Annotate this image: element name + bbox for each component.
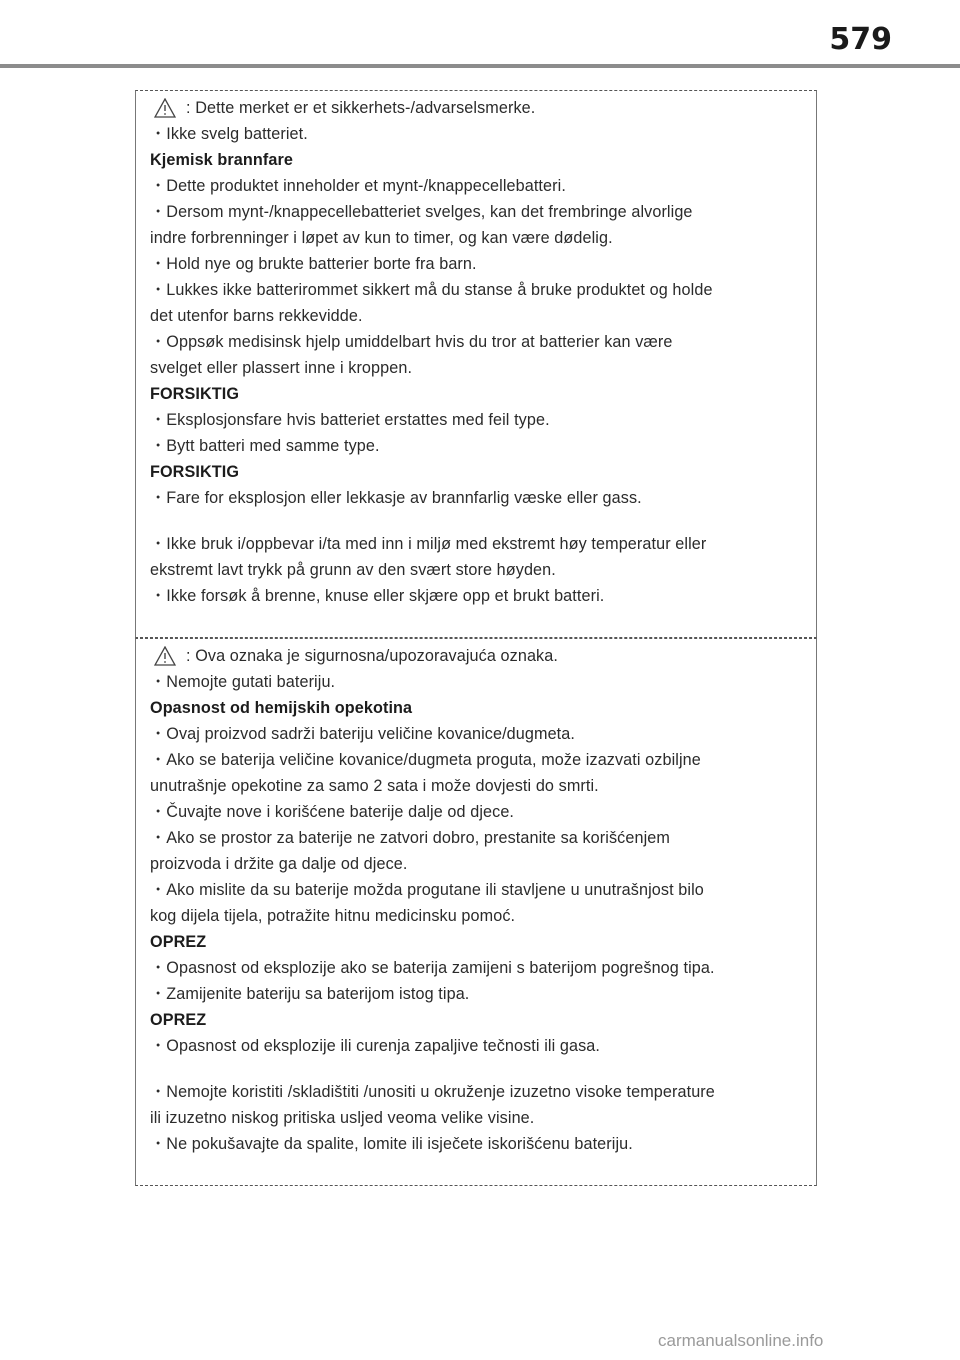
- warning-label-text: : Ova oznaka je sigurnosna/upozoravajuća oznaka.: [186, 647, 558, 665]
- text-line: ili izuzetno niskog pritiska usljed veoma velike visine.: [150, 1109, 535, 1127]
- notice-box-norwegian: [135, 90, 817, 638]
- notice-box-croatian: [135, 638, 817, 1186]
- warning-label-text: : Dette merket er et sikkerhets-/advarselsmerke.: [186, 99, 536, 117]
- text-line: ・Čuvajte nove i korišćene baterije dalje od djece.: [150, 803, 515, 821]
- text-line: unutrašnje opekotine za samo 2 sata i može dovjesti do smrti.: [150, 777, 599, 795]
- warning-triangle-icon: [154, 98, 176, 118]
- text-line: ・Ako se prostor za baterije ne zatvori dobro, prestanite sa korišćenjem: [150, 829, 670, 847]
- text-line: ・Nemojte koristiti /skladištiti /unositi u okruženje izuzetno visoke temperature: [150, 1083, 715, 1101]
- text-line: ・Ikke svelg batteriet.: [150, 125, 308, 143]
- text-line: ・Opasnost od eksplozije ili curenja zapaljive tečnosti ili gasa.: [150, 1037, 600, 1055]
- text-line: ・Ovaj proizvod sadrži bateriju veličine kovanice/dugmeta.: [150, 725, 575, 743]
- warning-triangle-icon: [154, 646, 176, 666]
- text-line: det utenfor barns rekkevidde.: [150, 307, 363, 325]
- text-line: ・Dette produktet inneholder et mynt-/knappecellebatteri.: [150, 177, 566, 195]
- text-line: ・Zamijenite bateriju sa baterijom istog tipa.: [150, 985, 470, 1003]
- text-line: proizvoda i držite ga dalje od djece.: [150, 855, 408, 873]
- footer-watermark[interactable]: carmanualsonline.info: [658, 1331, 824, 1350]
- header-rule: [0, 64, 960, 68]
- text-line: ・Nemojte gutati bateriju.: [150, 673, 336, 691]
- text-line: ・Hold nye og brukte batterier borte fra barn.: [150, 255, 477, 273]
- section-heading: FORSIKTIG: [150, 385, 240, 403]
- text-line: ・Fare for eksplosjon eller lekkasje av brannfarlig væske eller gass.: [150, 489, 642, 507]
- section-heading: Opasnost od hemijskih opekotina: [150, 699, 413, 717]
- warning-label-line: [150, 95, 802, 121]
- text-line: ・Ikke bruk i/oppbevar i/ta med inn i miljø med ekstremt høy temperatur eller: [150, 535, 707, 553]
- text-line: ekstremt lavt trykk på grunn av den svært store høyden.: [150, 561, 556, 579]
- section-heading: OPREZ: [150, 1011, 207, 1029]
- text-line: ・Ne pokušavajte da spalite, lomite ili isječete iskorišćenu bateriju.: [150, 1135, 633, 1153]
- text-line: ・Opasnost od eksplozije ako se baterija zamijeni s baterijom pogrešnog tipa.: [150, 959, 715, 977]
- text-line: kog dijela tijela, potražite hitnu medicinsku pomoć.: [150, 907, 516, 925]
- text-line: ・Ikke forsøk å brenne, knuse eller skjære opp et brukt batteri.: [150, 587, 605, 605]
- text-line: ・Eksplosjonsfare hvis batteriet erstattes med feil type.: [150, 411, 550, 429]
- section-heading: FORSIKTIG: [150, 463, 240, 481]
- text-line: indre forbrenninger i løpet av kun to timer, og kan være dødelig.: [150, 229, 613, 247]
- text-line: ・Oppsøk medisinsk hjelp umiddelbart hvis du tror at batterier kan være: [150, 333, 673, 351]
- warning-label-line: [150, 643, 802, 669]
- text-line: ・Lukkes ikke batterirommet sikkert må du stanse å bruke produktet og holde: [150, 281, 713, 299]
- section-heading: OPREZ: [150, 933, 207, 951]
- section-heading: Kjemisk brannfare: [150, 151, 293, 169]
- text-line: ・Ako mislite da su baterije možda progutane ili stavljene u unutrašnjost bilo: [150, 881, 704, 899]
- text-line: ・Dersom mynt-/knappecellebatteriet svelges, kan det frembringe alvorlige: [150, 203, 693, 221]
- text-line: ・Ako se baterija veličine kovanice/dugmeta proguta, može izazvati ozbiljne: [150, 751, 701, 769]
- text-line: svelget eller plassert inne i kroppen.: [150, 359, 413, 377]
- page-number: 579: [829, 22, 892, 57]
- text-line: ・Bytt batteri med samme type.: [150, 437, 380, 455]
